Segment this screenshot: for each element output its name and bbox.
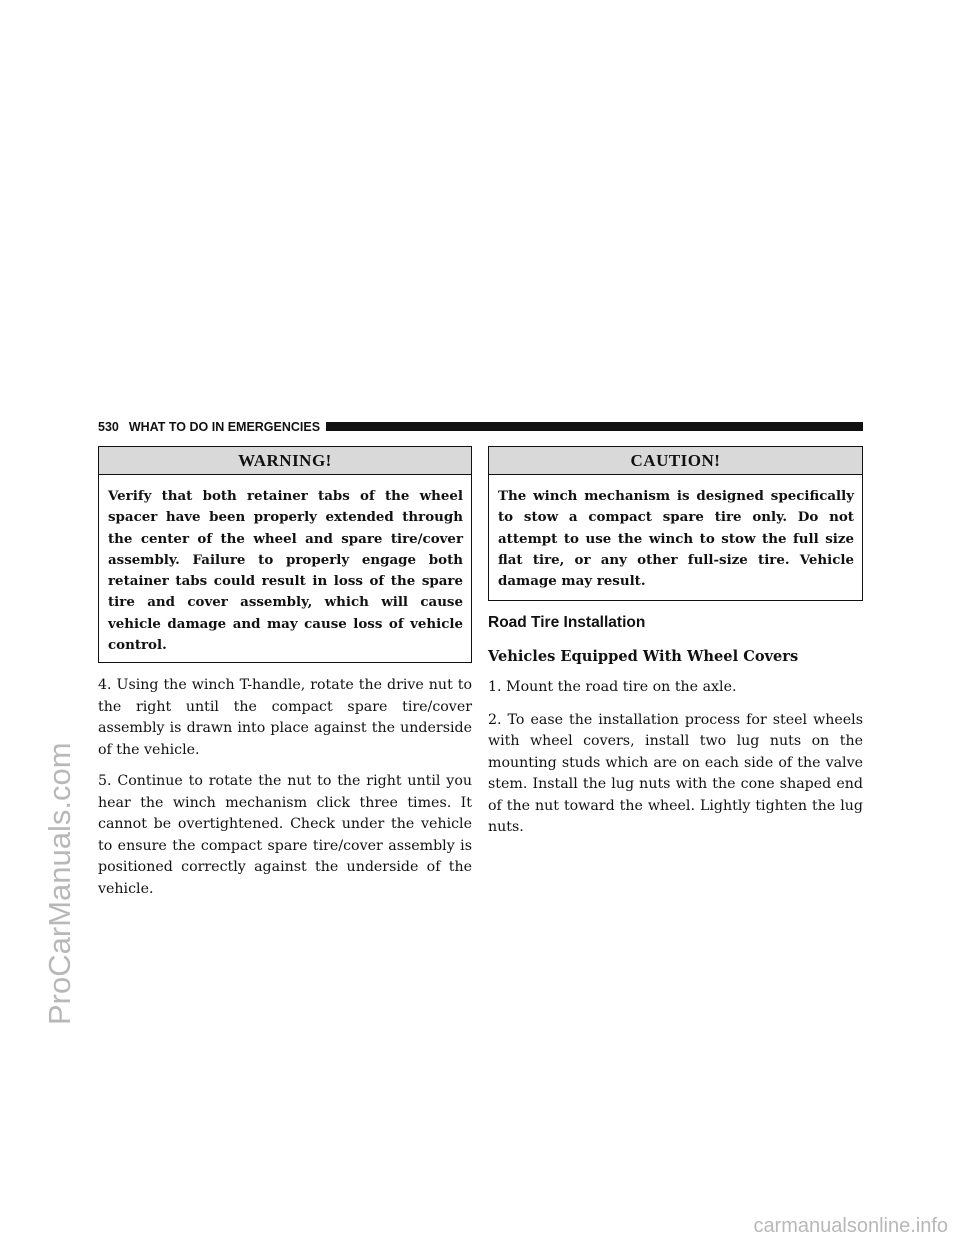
warning-title: WARNING!	[99, 447, 471, 475]
step-4-paragraph: 4. Using the winch T-handle, rotate the drive nut to the right until the compact spare tire/cover assembly is drawn into place against the underside of the vehicle.	[98, 677, 472, 758]
road-tire-step-2: 2. To ease the installation process for steel wheels with wheel covers, install two lug nuts on the mounting studs which are on each side of the valve stem. Install the lug nuts with the cone shaped end of the nut toward the wheel. Lightly tighten the lug nuts.	[488, 711, 863, 836]
warning-text: Verify that both retainer tabs of the wheel spacer have been properly extended through the center of the wheel and spare tire/cover assembly. Failure to properly engage both retainer tabs could result in loss of the spare tire and cover assembly, which will cause vehicle damage and may cause loss of vehicle control.	[108, 488, 463, 654]
side-watermark-text: ProCarManuals.com	[42, 742, 77, 1025]
right-column	[488, 446, 863, 839]
left-column	[98, 446, 472, 900]
caution-box	[488, 446, 863, 601]
caution-title: CAUTION!	[489, 447, 862, 475]
warning-box	[98, 446, 472, 663]
section-title: WHAT TO DO IN EMERGENCIES	[128, 419, 321, 434]
header-rule	[326, 422, 863, 431]
caution-text: The winch mechanism is designed specifically to stow a compact spare tire only. Do not attempt to use the winch to stow the full size flat tire, or any other full-size tire. Vehicle damage may result.	[498, 488, 854, 590]
page-number: 530	[98, 419, 119, 434]
page-header	[98, 418, 863, 435]
section-heading: Road Tire Installation	[488, 614, 646, 632]
bottom-watermark: carmanualsonline.info	[753, 1215, 948, 1237]
subsection-heading: Vehicles Equipped With Wheel Covers	[488, 648, 799, 666]
step-5-paragraph: 5. Continue to rotate the nut to the right until you hear the winch mechanism click three times. It cannot be overtightened. Check under the vehicle to ensure the compact spare tire/cover assembly is positioned correctly against the underside of the vehicle.	[98, 773, 472, 897]
side-watermark	[0, 0, 80, 1242]
road-tire-step-1: 1. Mount the road tire on the axle.	[488, 679, 737, 696]
